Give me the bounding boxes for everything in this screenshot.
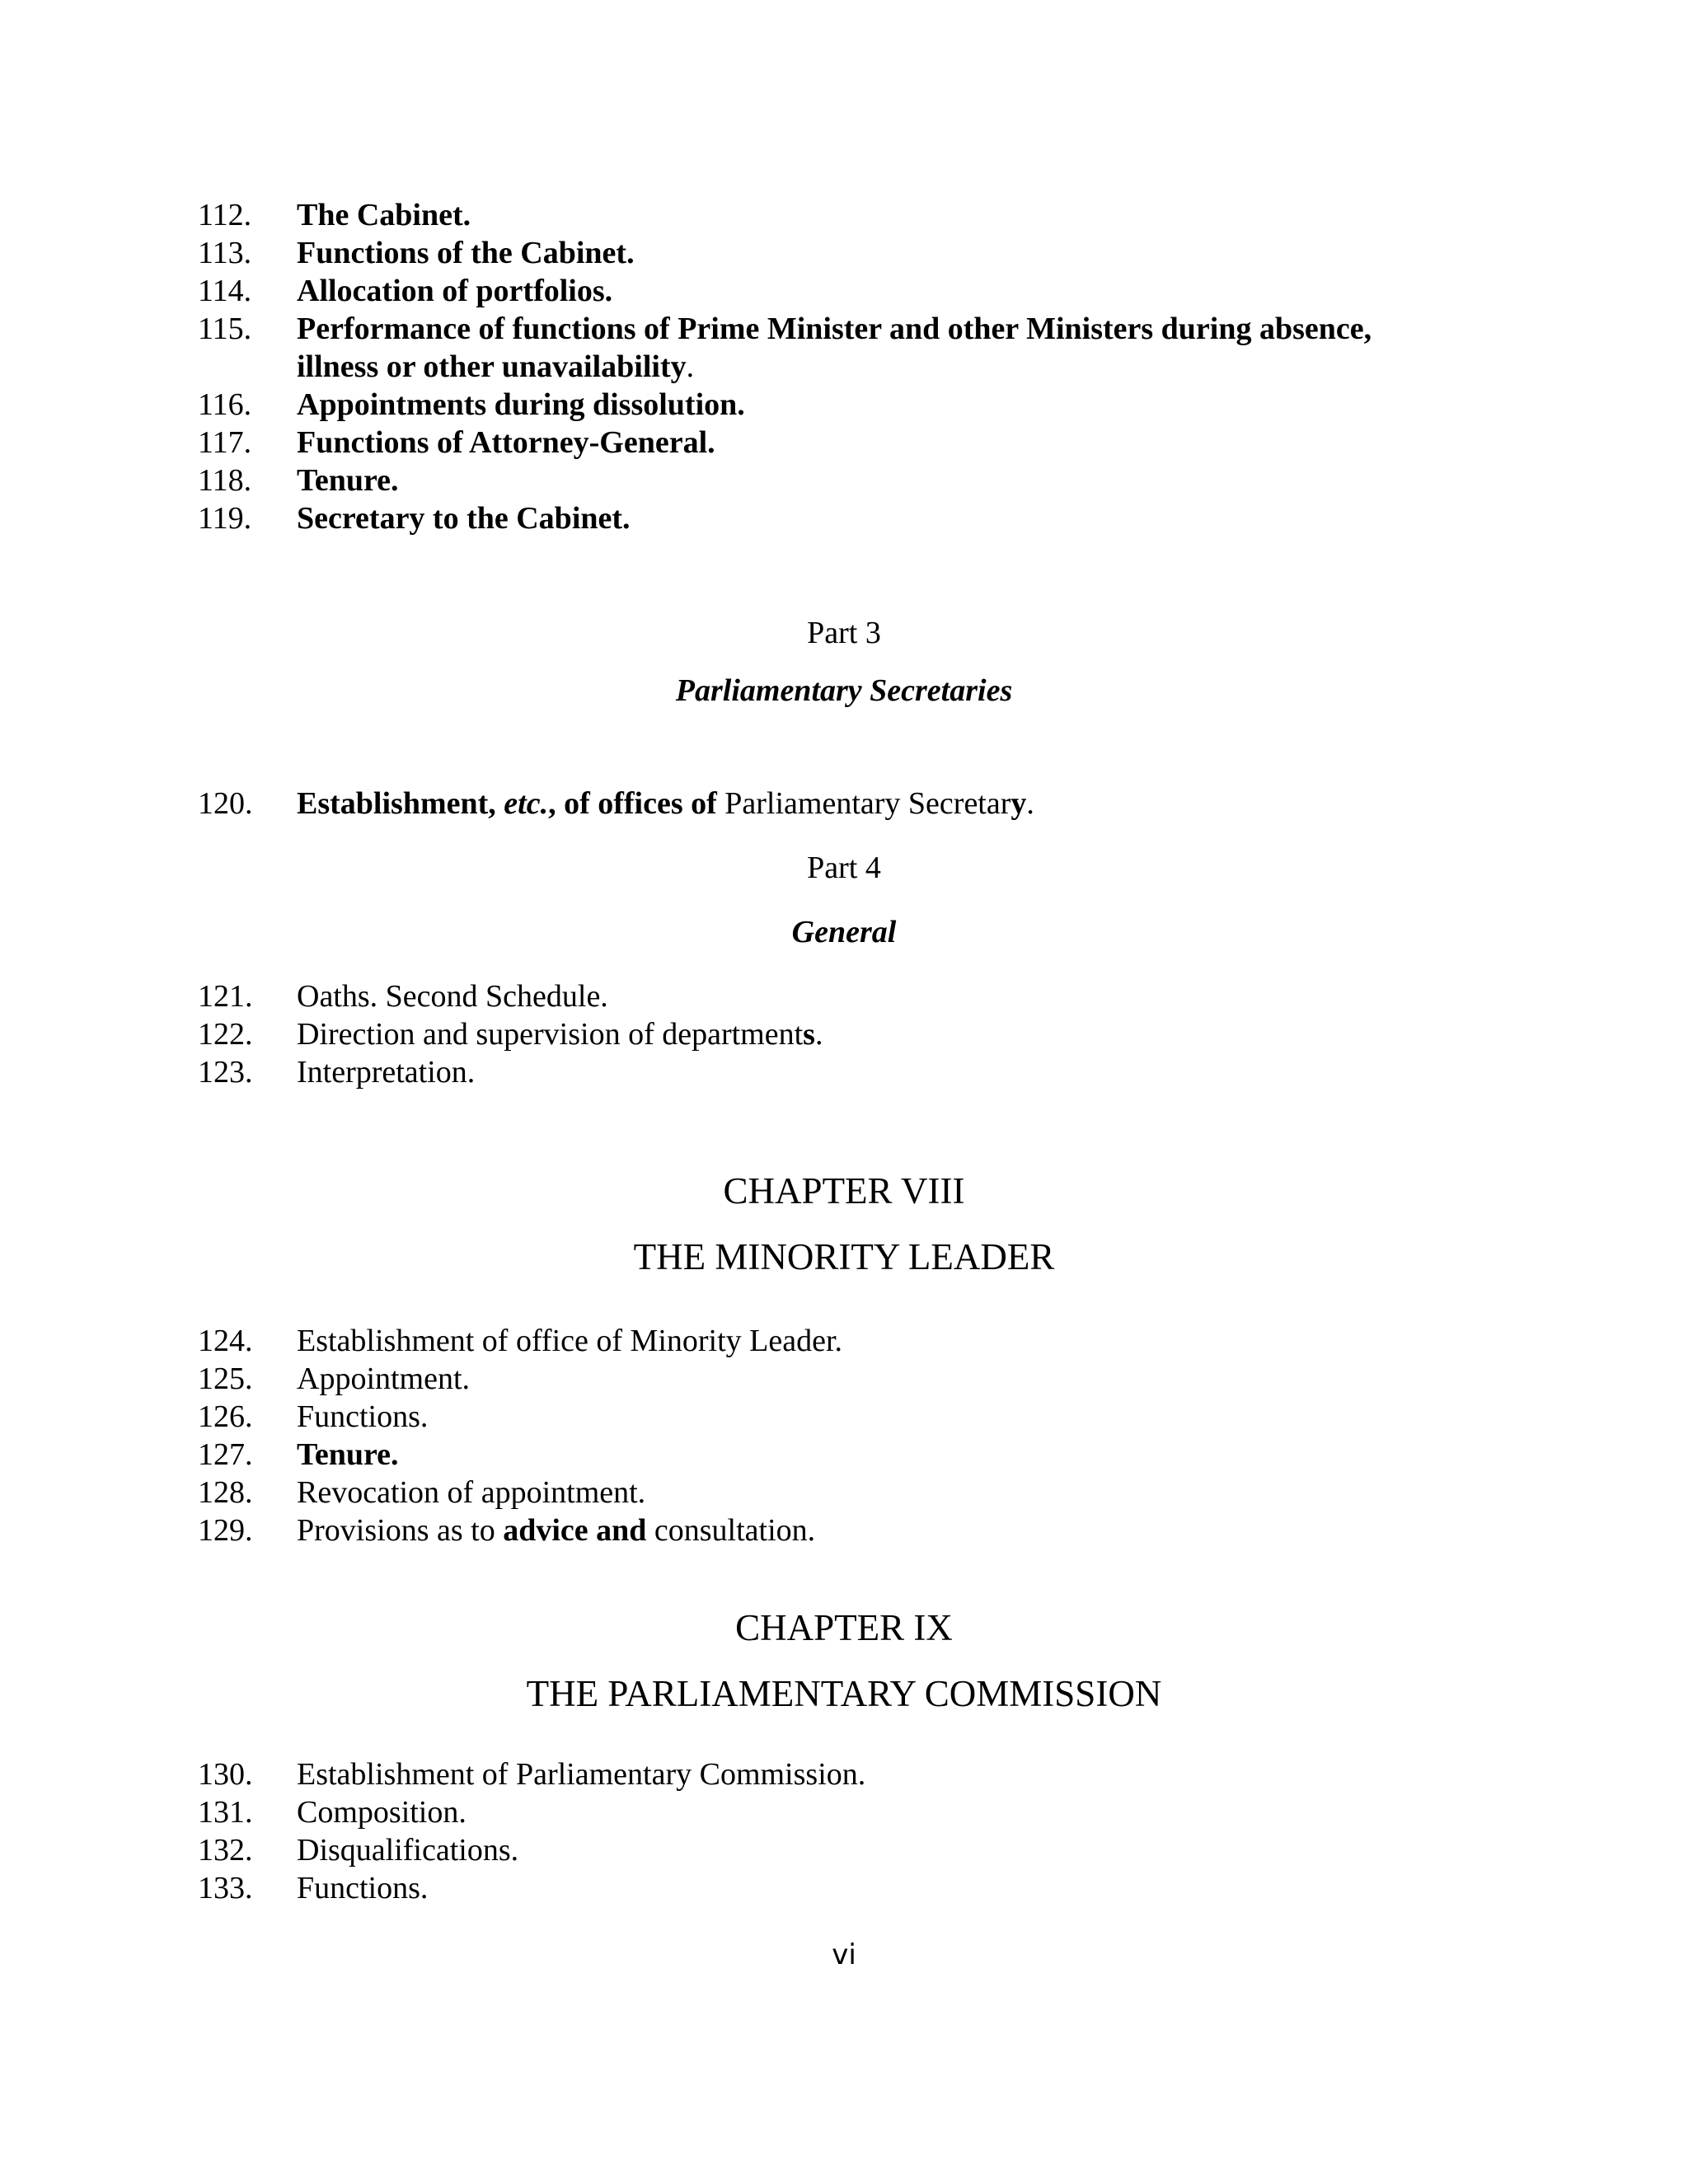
entry-title-plain: Parliamentary Secretar [716, 786, 1011, 821]
entry-title: Disqualifications. [297, 1833, 519, 1868]
entry-title: Appointments during dissolution. [297, 387, 745, 422]
entry-title: Oaths. Second Schedule. [297, 979, 608, 1014]
entry-title-bold: , of offices of [548, 786, 717, 821]
entry-number: 119. [198, 501, 252, 536]
entry-number: 124. [198, 1324, 253, 1358]
entry-title: Tenure. [297, 1437, 399, 1472]
entry-number: 114. [198, 274, 252, 308]
entry-number: 122. [198, 1017, 253, 1052]
chapter-9-heading: CHAPTER IX [735, 1607, 953, 1648]
entry-title-plain: . [814, 1017, 823, 1052]
entry-title: Allocation of portfolios. [297, 274, 613, 308]
entry-title-plain: consultation. [646, 1513, 816, 1548]
entry-title-bold: s [803, 1017, 815, 1052]
entry-title: Revocation of appointment. [297, 1475, 646, 1510]
entry-number: 130. [198, 1757, 253, 1792]
entry-number: 112. [198, 198, 252, 232]
part-4-label: Part 4 [807, 851, 881, 885]
entry-title: Functions. [297, 1871, 429, 1905]
entry-title-bold: Establishment, [297, 786, 504, 821]
entry-title: Interpretation. [297, 1055, 476, 1090]
entry-title: Establishment of office of Minority Leader. [297, 1324, 843, 1358]
part-4-title: General [791, 915, 897, 949]
entry-number: 117. [198, 425, 252, 460]
part-3-title: Parliamentary Secretaries [675, 673, 1013, 708]
entry-title-continued [297, 348, 694, 386]
entry-number: 115. [198, 312, 252, 346]
entry-title-bold: advice and [503, 1513, 647, 1548]
entry-title [297, 1015, 823, 1053]
entry-title: Functions of the Cabinet. [297, 236, 635, 270]
entry-title: Appointment. [297, 1361, 471, 1396]
entry-number: 116. [198, 387, 252, 422]
entry-number: 120. [198, 786, 253, 821]
part-3-label: Part 3 [807, 616, 881, 650]
entry-number: 126. [198, 1399, 253, 1434]
entry-title [297, 1511, 815, 1549]
chapter-8-title: THE MINORITY LEADER [633, 1236, 1055, 1277]
entry-title-bold-italic: etc. [504, 786, 549, 821]
entry-title: Functions. [297, 1399, 429, 1434]
entry-number: 132. [198, 1833, 253, 1868]
entry-number: 121. [198, 979, 253, 1014]
entry-title: Composition. [297, 1795, 467, 1830]
entry-number: 131. [198, 1795, 253, 1830]
entry-number: 113. [198, 236, 252, 270]
entry-title-bold: illness or other unavailability [297, 349, 687, 384]
entry-number: 129. [198, 1513, 253, 1548]
entry-number: 127. [198, 1437, 253, 1472]
entry-number: 125. [198, 1361, 253, 1396]
entry-title [297, 785, 1034, 823]
entry-title: Establishment of Parliamentary Commission. [297, 1757, 866, 1792]
entry-title-punctuation: . [686, 349, 695, 384]
chapter-9-title: THE PARLIAMENTARY COMMISSION [526, 1673, 1162, 1714]
entry-title: Secretary to the Cabinet. [297, 501, 631, 536]
entry-title-plain: Direction and supervision of department [297, 1017, 804, 1052]
entry-number: 118. [198, 463, 252, 498]
entry-number: 133. [198, 1871, 253, 1905]
entry-title: Tenure. [297, 463, 399, 498]
entry-title-plain: Provisions as to [297, 1513, 504, 1548]
entry-number: 123. [198, 1055, 253, 1090]
page-number: vi [832, 1938, 856, 1971]
entry-title-bold: y [1010, 786, 1027, 821]
entry-title: The Cabinet. [297, 198, 471, 232]
chapter-8-heading: CHAPTER VIII [723, 1170, 965, 1212]
entry-title-plain: . [1026, 786, 1034, 821]
entry-number: 128. [198, 1475, 253, 1510]
entry-title: Performance of functions of Prime Minister and other Ministers during absence, [297, 312, 1372, 346]
entry-title: Functions of Attorney-General. [297, 425, 715, 460]
